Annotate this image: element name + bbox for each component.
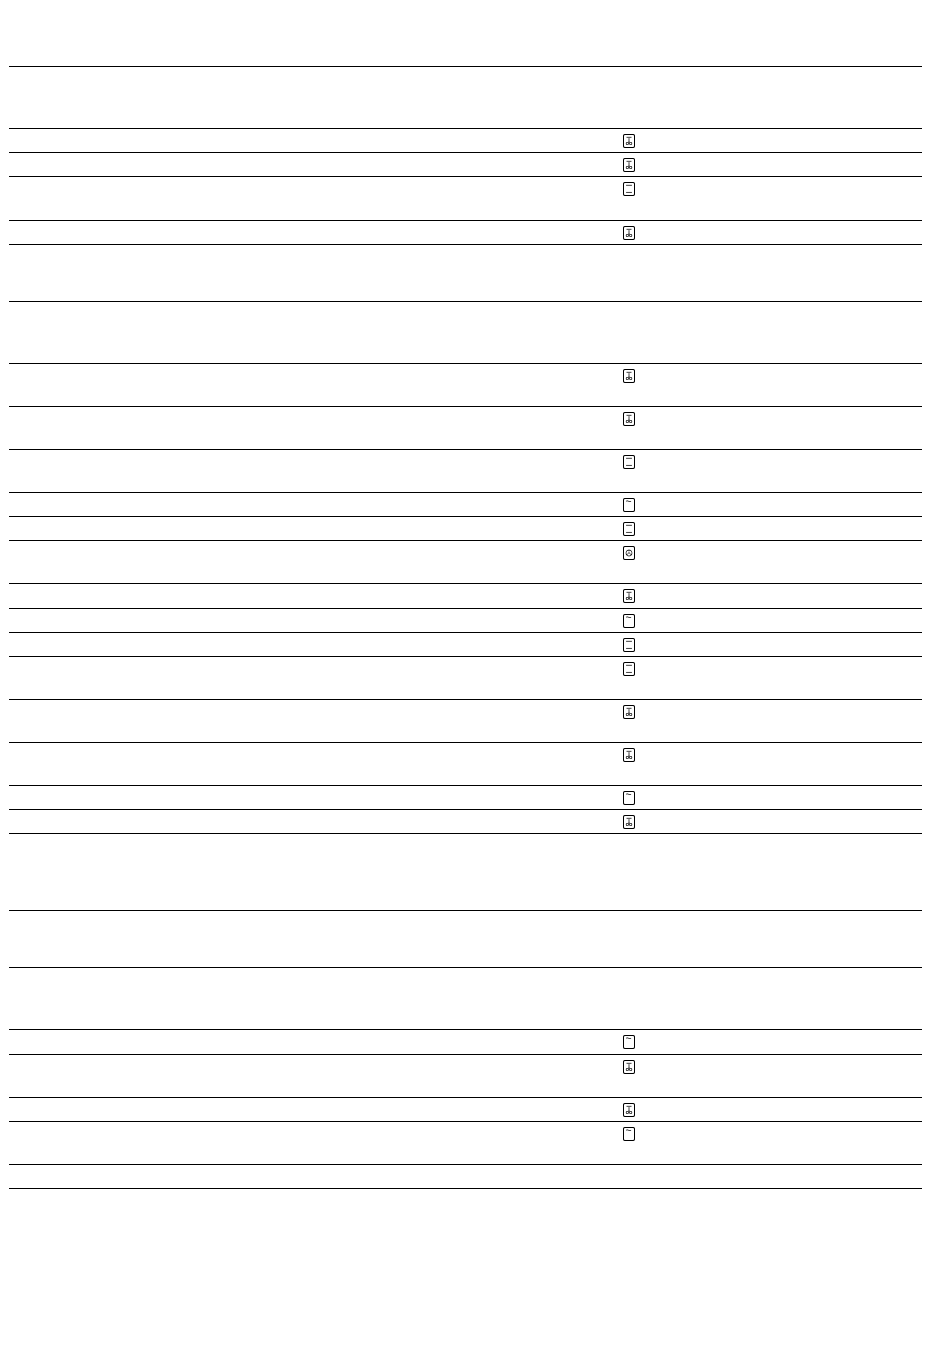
table-cell-4 bbox=[691, 364, 922, 406]
table-row bbox=[9, 700, 922, 743]
table-cell-2 bbox=[327, 743, 509, 785]
settings-table bbox=[9, 66, 922, 1189]
table-cell-2 bbox=[327, 1055, 509, 1097]
fan-heat-icon bbox=[623, 589, 635, 603]
table-cell-4 bbox=[691, 407, 922, 449]
table-cell-2 bbox=[327, 911, 509, 967]
table-cell-3 bbox=[509, 810, 691, 833]
table-cell-2 bbox=[327, 407, 509, 449]
table-cell-2 bbox=[327, 609, 509, 632]
top-bottom-heat-icon bbox=[623, 638, 635, 652]
table-cell-1 bbox=[9, 407, 327, 449]
table-cell-3 bbox=[509, 541, 691, 583]
table-cell-2 bbox=[327, 1165, 509, 1188]
top-heat-icon bbox=[623, 1035, 635, 1049]
circulating-air-icon bbox=[623, 546, 635, 560]
table-cell-3 bbox=[509, 407, 691, 449]
fan-heat-icon bbox=[623, 412, 635, 426]
table-cell-3 bbox=[509, 609, 691, 632]
table-cell-3 bbox=[509, 633, 691, 656]
table-cell-4 bbox=[691, 177, 922, 220]
table-row bbox=[9, 129, 922, 153]
table-cell-3 bbox=[509, 245, 691, 301]
table-cell-4 bbox=[691, 1098, 922, 1121]
table-cell-2 bbox=[327, 657, 509, 699]
table-row bbox=[9, 1165, 922, 1189]
table-row bbox=[9, 584, 922, 609]
table-row bbox=[9, 834, 922, 911]
table-cell-4 bbox=[691, 1165, 922, 1188]
table-row bbox=[9, 657, 922, 700]
table-cell-4 bbox=[691, 968, 922, 1029]
top-bottom-heat-icon bbox=[623, 522, 635, 536]
table-cell-1 bbox=[9, 1030, 327, 1054]
fan-heat-icon bbox=[623, 134, 635, 148]
table-cell-2 bbox=[327, 810, 509, 833]
table-cell-2 bbox=[327, 517, 509, 540]
table-row bbox=[9, 786, 922, 810]
table-cell-1 bbox=[9, 1165, 327, 1188]
table-cell-4 bbox=[691, 810, 922, 833]
table-cell-1 bbox=[9, 968, 327, 1029]
table-cell-4 bbox=[691, 1122, 922, 1164]
table-cell-1 bbox=[9, 153, 327, 176]
table-cell-2 bbox=[327, 450, 509, 492]
table-cell-3 bbox=[509, 129, 691, 152]
table-cell-2 bbox=[327, 153, 509, 176]
header-cell-4 bbox=[691, 67, 922, 128]
table-cell-2 bbox=[327, 302, 509, 363]
fan-heat-icon bbox=[623, 1103, 635, 1117]
table-cell-2 bbox=[327, 834, 509, 910]
table-row bbox=[9, 968, 922, 1030]
table-header-row bbox=[9, 67, 922, 129]
table-cell-3 bbox=[509, 834, 691, 910]
table-cell-1 bbox=[9, 245, 327, 301]
table-row bbox=[9, 1055, 922, 1098]
table-cell-2 bbox=[327, 1098, 509, 1121]
fan-heat-icon bbox=[623, 369, 635, 383]
table-cell-4 bbox=[691, 1055, 922, 1097]
table-cell-4 bbox=[691, 700, 922, 742]
table-cell-2 bbox=[327, 129, 509, 152]
table-cell-2 bbox=[327, 245, 509, 301]
table-cell-4 bbox=[691, 517, 922, 540]
table-row bbox=[9, 517, 922, 541]
table-row bbox=[9, 407, 922, 450]
table-cell-2 bbox=[327, 1122, 509, 1164]
fan-heat-icon bbox=[623, 1060, 635, 1074]
table-cell-4 bbox=[691, 541, 922, 583]
table-cell-2 bbox=[327, 633, 509, 656]
table-cell-3 bbox=[509, 1165, 691, 1188]
table-cell-3 bbox=[509, 364, 691, 406]
table-row bbox=[9, 743, 922, 786]
header-cell-1 bbox=[9, 67, 327, 128]
table-cell-4 bbox=[691, 450, 922, 492]
table-cell-3 bbox=[509, 1055, 691, 1097]
top-heat-icon bbox=[623, 498, 635, 512]
table-cell-2 bbox=[327, 493, 509, 516]
table-cell-1 bbox=[9, 364, 327, 406]
table-cell-3 bbox=[509, 968, 691, 1029]
table-cell-3 bbox=[509, 1030, 691, 1054]
table-row bbox=[9, 1098, 922, 1122]
table-row bbox=[9, 245, 922, 302]
table-cell-2 bbox=[327, 177, 509, 220]
table-cell-4 bbox=[691, 609, 922, 632]
table-row bbox=[9, 911, 922, 968]
table-cell-4 bbox=[691, 245, 922, 301]
top-bottom-heat-icon bbox=[623, 455, 635, 469]
table-cell-2 bbox=[327, 221, 509, 244]
fan-heat-icon bbox=[623, 158, 635, 172]
table-cell-3 bbox=[509, 657, 691, 699]
fan-heat-icon bbox=[623, 226, 635, 240]
table-cell-1 bbox=[9, 221, 327, 244]
table-row bbox=[9, 302, 922, 364]
table-cell-3 bbox=[509, 911, 691, 967]
table-cell-4 bbox=[691, 302, 922, 363]
table-cell-3 bbox=[509, 450, 691, 492]
table-cell-2 bbox=[327, 584, 509, 608]
table-row bbox=[9, 450, 922, 493]
table-cell-4 bbox=[691, 633, 922, 656]
table-cell-3 bbox=[509, 177, 691, 220]
table-row bbox=[9, 609, 922, 633]
table-row bbox=[9, 177, 922, 221]
table-cell-4 bbox=[691, 1030, 922, 1054]
table-cell-4 bbox=[691, 153, 922, 176]
top-heat-icon bbox=[623, 614, 635, 628]
table-cell-3 bbox=[509, 743, 691, 785]
table-cell-1 bbox=[9, 541, 327, 583]
table-cell-2 bbox=[327, 364, 509, 406]
table-cell-1 bbox=[9, 1122, 327, 1164]
table-cell-3 bbox=[509, 1098, 691, 1121]
table-cell-4 bbox=[691, 911, 922, 967]
table-row bbox=[9, 221, 922, 245]
header-cell-3 bbox=[509, 67, 691, 128]
table-cell-3 bbox=[509, 584, 691, 608]
table-row bbox=[9, 633, 922, 657]
table-cell-1 bbox=[9, 810, 327, 833]
table-row bbox=[9, 1122, 922, 1165]
table-cell-1 bbox=[9, 584, 327, 608]
table-cell-1 bbox=[9, 700, 327, 742]
table-cell-1 bbox=[9, 1098, 327, 1121]
table-row bbox=[9, 153, 922, 177]
table-cell-1 bbox=[9, 493, 327, 516]
table-cell-4 bbox=[691, 834, 922, 910]
table-row bbox=[9, 1030, 922, 1055]
table-cell-1 bbox=[9, 302, 327, 363]
table-row bbox=[9, 493, 922, 517]
table-cell-1 bbox=[9, 129, 327, 152]
table-cell-3 bbox=[509, 1122, 691, 1164]
table-cell-4 bbox=[691, 657, 922, 699]
table-cell-3 bbox=[509, 302, 691, 363]
table-cell-1 bbox=[9, 609, 327, 632]
table-cell-4 bbox=[691, 493, 922, 516]
table-cell-2 bbox=[327, 786, 509, 809]
table-cell-4 bbox=[691, 584, 922, 608]
table-cell-2 bbox=[327, 700, 509, 742]
table-cell-3 bbox=[509, 493, 691, 516]
table-cell-1 bbox=[9, 177, 327, 220]
table-row bbox=[9, 810, 922, 834]
table-cell-1 bbox=[9, 786, 327, 809]
table-cell-3 bbox=[509, 700, 691, 742]
table-row bbox=[9, 541, 922, 584]
table-cell-4 bbox=[691, 743, 922, 785]
table-cell-2 bbox=[327, 541, 509, 583]
table-cell-1 bbox=[9, 657, 327, 699]
top-heat-icon bbox=[623, 791, 635, 805]
table-cell-3 bbox=[509, 786, 691, 809]
top-bottom-heat-icon bbox=[623, 182, 635, 196]
fan-heat-icon bbox=[623, 815, 635, 829]
table-cell-1 bbox=[9, 911, 327, 967]
table-cell-2 bbox=[327, 1030, 509, 1054]
table-cell-4 bbox=[691, 129, 922, 152]
header-cell-2 bbox=[327, 67, 509, 128]
top-bottom-heat-icon bbox=[623, 662, 635, 676]
table-cell-4 bbox=[691, 786, 922, 809]
top-heat-icon bbox=[623, 1127, 635, 1141]
table-cell-1 bbox=[9, 450, 327, 492]
table-cell-1 bbox=[9, 1055, 327, 1097]
table-row bbox=[9, 364, 922, 407]
fan-heat-icon bbox=[623, 748, 635, 762]
table-cell-3 bbox=[509, 153, 691, 176]
table-cell-1 bbox=[9, 834, 327, 910]
table-cell-1 bbox=[9, 517, 327, 540]
table-cell-3 bbox=[509, 517, 691, 540]
table-cell-4 bbox=[691, 221, 922, 244]
table-cell-1 bbox=[9, 743, 327, 785]
table-cell-3 bbox=[509, 221, 691, 244]
table-cell-2 bbox=[327, 968, 509, 1029]
fan-heat-icon bbox=[623, 705, 635, 719]
table-cell-1 bbox=[9, 633, 327, 656]
